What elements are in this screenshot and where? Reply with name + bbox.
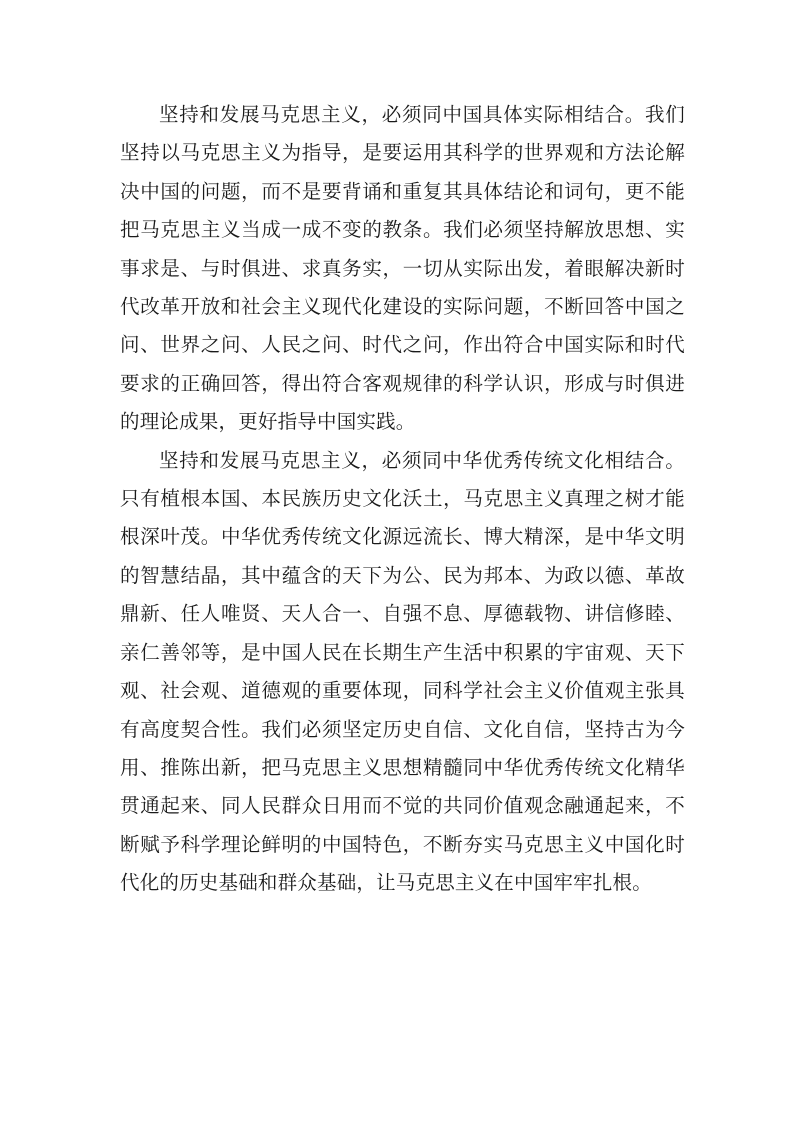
paragraph-2: 坚持和发展马克思主义，必须同中华优秀传统文化相结合。只有植根本国、本民族历史文化沃土，马克思主义真理之树才能根深叶茂。中华优秀传统文化源远流长、博大精深，是中华文明的智慧结晶，其中蕴含的天下为公、民为邦本、为政以德、革故鼎新、任人唯贤、天人合一、自强不息、厚德载物、讲信修睦、亲仁善邻等，是中国人民在长期生产生活中积累的宇宙观、天下观、社会观、道德观的重要体现，同科学社会主义价值观主张具有高度契合性。我们必须坚定历史自信、文化自信，坚持古为今用、推陈出新，把马克思主义思想精髓同中华优秀传统文化精华贯通起来、同人民群众日用而不觉的共同价值观念融通起来，不断赋予科学理论鲜明的中国特色，不断夯实马克思主义中国化时代化的历史基础和群众基础，让马克思主义在中国牢牢扎根。 [120,448,685,895]
paragraph-1: 坚持和发展马克思主义，必须同中国具体实际相结合。我们坚持以马克思主义为指导，是要运用其科学的世界观和方法论解决中国的问题，而不是要背诵和重复其具体结论和词句，更不能把马克思主义当成一成不变的教条。我们必须坚持解放思想、实事求是、与时俱进、求真务实，一切从实际出发，着眼解决新时代改革开放和社会主义现代化建设的实际问题，不断回答中国之问、世界之问、人民之问、时代之问，作出符合中国实际和时代要求的正确回答，得出符合客观规律的科学认识，形成与时俱进的理论成果，更好指导中国实践。 [120,103,685,434]
body-text [120,96,685,903]
